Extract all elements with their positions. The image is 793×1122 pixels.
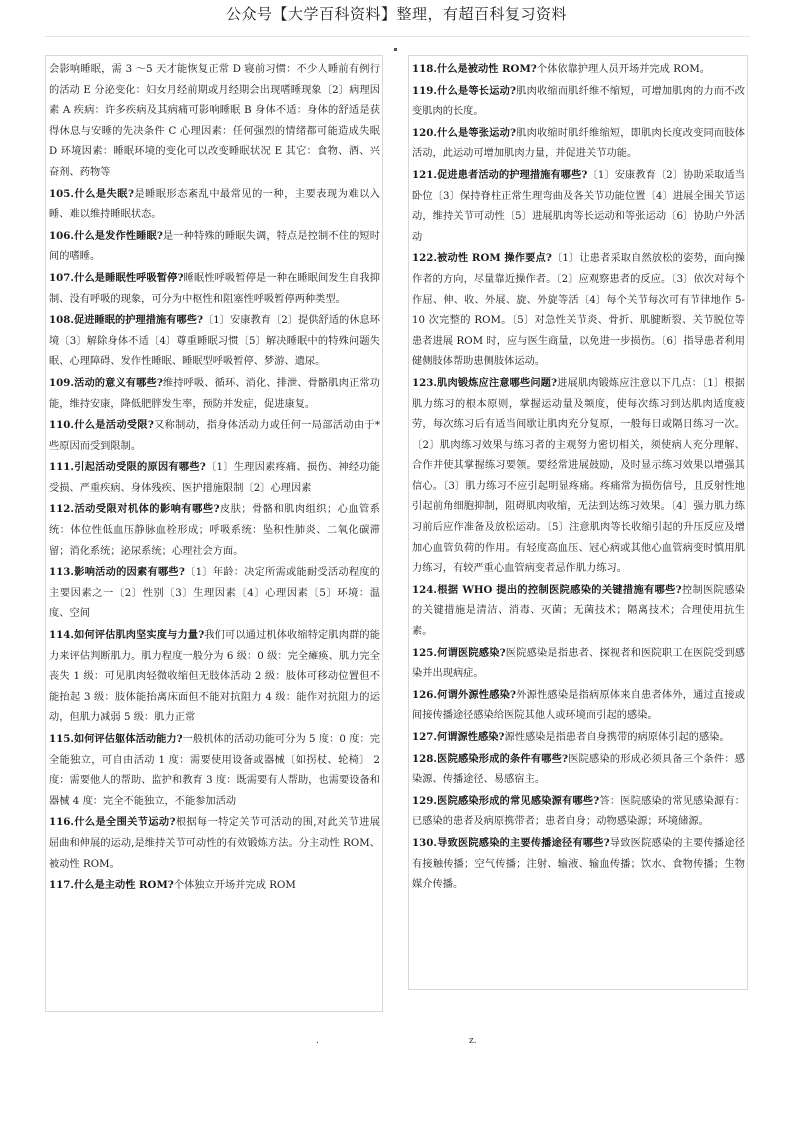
qa-item: 107.什么是睡眠性呼吸暂停?睡眠性呼吸暂停是一种在睡眠间发生自我抑制、没有呼吸的现象，可分为中枢性和阻塞性呼吸暂停两种类型。 xyxy=(49,271,381,305)
qa-item: 123.肌肉锻炼应注意哪些问题?进展肌肉锻炼应注意以下几点：〔1〕根据肌力练习的根本原则，掌握运动量及频度，使每次练习到达肌肉适度疲劳，每次练习后有适当间歇让肌肉充分复原，一般每日或隔日练习一次。〔2〕肌肉练习效果与练习者的主观努力密切相关，须使病人充分理解、合作并使其掌握练习要领。要经常进展鼓励，及时显示练习效果以增强其信心。〔3〕肌力练习不应引起明显疼痛。疼痛常为损伤信号，且反射性地引起前角细胞抑制，阻碍肌肉收缩，无法到达练习效果。〔4〕强力肌力练习前后应作准备及放松运动。〔5〕注意肌肉等长收缩引起的升压反应及增加心血管负荷的作用。有轻度高血压、冠心病或其他心血管病变时慎用肌力练习，有较严重心血管病变者忌作肌力练习。 xyxy=(412,376,745,575)
qa-item: 130.导致医院感染的主要传播途径有哪些?导致医院感染的主要传播途径有接触传播；空气传播；注射、输液、输血传播；饮水、食物传播；生物媒介传播。 xyxy=(412,836,745,891)
qa-item: 109.活动的意义有哪些?维持呼吸、循环、消化、排泄、骨骼肌肉正常功能，维持安康，降低肥胖发生率，预防并发症，促进康复。 xyxy=(49,376,380,410)
column-mark xyxy=(394,48,397,51)
qa-item: 128.医院感染形成的条件有哪些?医院感染的形成必须具备三个条件：感染源、传播途径、易感宿主。 xyxy=(412,752,745,786)
qa-item: 116.什么是全围关节运动?根据每一特定关节可活动的围,对此关节进展屈曲和伸展的运动,是维持关节可动性的有效锻炼方法。分主动性 ROM、被动性 ROM。 xyxy=(49,816,380,870)
qa-item: 113.影响活动的因素有哪些?〔1〕年龄：决定所需或能耐受活动程度的主要因素之一〔2〕性别〔3〕生理因素〔4〕心理因素〔5〕环境：温度、空间 xyxy=(49,566,381,620)
qa-item: 118.什么是被动性 ROM?个体依靠护理人员开场并完成 ROM。 xyxy=(412,63,711,75)
footer-mark-left: . xyxy=(316,1036,319,1046)
qa-item: 120.什么是等张运动?肌肉收缩时肌纤维缩短，即肌肉长度改变同而肢体活动，此运动可增加肌肉力量，并促进关节功能。 xyxy=(412,126,745,160)
qa-item: 122.被动性 ROM 操作要点?〔1〕让患者采取自然放松的姿势，面向操作者的方向，尽量靠近操作者。〔2〕应观察患者的反应。〔3〕依次对每个作屈、伸、收、外展、旋、外旋等活〔4〕每个关节每次可有节律地作 5-10 次完整的 ROM。〔5〕对急性关节炎、骨折、肌腱断裂、关节脱位等患者进展 ROM 时，应与医生商量，以免进一步损伤。〔6〕指导患者利用健侧肢体帮助患侧肢体运动。 xyxy=(412,252,745,368)
qa-item: 127.何谓源性感染?源性感染是指患者自身携带的病原体引起的感染。 xyxy=(412,731,730,743)
qa-item: 124.根据 WHO 提出的控制医院感染的关键措施有哪些?控制医院感染的关键措施是清洁、消毒、灭菌；无菌技术；隔离技术；合理使用抗生素。 xyxy=(412,583,745,638)
qa-item: 108.促进睡眠的护理措施有哪些?〔1〕安康教育〔2〕提供舒适的休息环境〔3〕解除身体不适〔4〕尊重睡眠习惯〔5〕解决睡眠中的特殊问题失眠、心理障碍、发作性睡眠、睡眠型呼吸暂停、梦游、遗尿。 xyxy=(49,314,380,368)
qa-item: 110.什么是活动受限?又称制动，指身体活动力或任何一局部活动由于*些原因而受到限制。 xyxy=(49,419,380,452)
qa-item: 106.什么是发作性睡眠?是一种特殊的睡眠失调，特点是控制不住的短时间的嗜睡。 xyxy=(49,229,380,263)
qa-item: 126.何谓外源性感染?外源性感染是指病原体来自患者体外，通过直接或间接传播途径感染给医院其他人或环境而引起的感染。 xyxy=(412,688,745,722)
qa-item: 112.活动受限对机体的影响有哪些?皮肤；骨骼和肌肉组织；心血管系统：体位性低血压静脉血栓形成；呼吸系统：坠积性肺炎、二氧化碳滞留；消化系统；泌尿系统；心理社会方面。 xyxy=(49,503,380,557)
qa-item: 121.促进患者活动的护理措施有哪些?〔1〕安康教育〔2〕协助采取适当卧位〔3〕保持脊柱正常生理弯曲及各关节功能位置〔4〕进展全围关节运动，维持关节可动性〔5〕进展肌肉等长运动和等张运动〔6〕协助户外活动 xyxy=(412,168,746,243)
qa-item: 105.什么是失眠?是睡眠形态紊乱中最常见的一种，主要表现为难以入睡、难以维持睡眠状态。 xyxy=(49,187,381,221)
qa-item: 117.什么是主动性 ROM?个体独立开场并完成 ROM xyxy=(49,879,296,892)
header-divider xyxy=(45,36,750,37)
qa-item: 129.医院感染形成的常见感染源有哪些?答：医院感染的常见感染源有：已感染的患者及病原携带者；患者自身；动物感染源；环境储源。 xyxy=(412,794,746,828)
qa-item: 125.何谓医院感染?医院感染是指患者、探视者和医院职工在医院受到感染并出现病症。 xyxy=(412,646,745,680)
footer-mark-right: z. xyxy=(469,1036,477,1046)
qa-item: 119.什么是等长运动?肌肉收缩而肌纤维不缩短，可增加肌肉的力而不改变肌肉的长度。 xyxy=(412,84,745,118)
left-column xyxy=(45,55,383,1012)
right-column xyxy=(408,55,748,990)
qa-item: 会影响睡眠，需 3 ～5 天才能恢复正常 D 寝前习惯：不少人睡前有例行的活动 E 分泌变化：妇女月经前期或月经期会出现嗜睡现象〔2〕病理因素 A 疾病：许多疾病及其病痛可影响睡眠 B 身体不适：身体的舒适是获得休息与安睡的先决条件 C 心理因素：任何强烈的情绪都可能造成失眠 D 环境因素：睡眠环境的变化可以改变睡眠状况 E 其它：食物、酒、兴奋剂、药物等 xyxy=(49,64,380,178)
qa-item: 115.如何评估躯体活动能力?一般机体的活动功能可分为 5 度：0 度：完全能独立，可自由活动 1 度：需要使用设备或器械〔如拐杖、轮椅〕 2 度：需要他人的帮助、监护和教育 3 度：既需要有人帮助，也需要设备和器械 4 度：完全不能独立，不能参加活动 xyxy=(49,733,381,807)
qa-item: 111.引起活动受限的原因有哪些?〔1〕生理因素疼痛、损伤、神经功能受损、严重疾病、身体残疾、医护措施限制〔2〕心理因素 xyxy=(49,461,380,494)
page-header: 公众号【大学百科资料】整理，有超百科复习资料 xyxy=(225,5,567,23)
qa-item: 114.如何评估肌肉坚实度与力量?我们可以通过机体收缩特定肌肉群的能力来评估判断肌力。肌力程度一般分为 6 级：0 级：完全瘫痪、肌力完全丧失 1 级：可见肌肉轻微收缩但无肢体活动 2 级：肢体可移动位置但不能抬起 3 级：肢体能抬离床面但不能对抗阻力 4 级：能作对抗阻力的运动，但肌力减弱 5 级：肌力正常 xyxy=(49,629,380,724)
